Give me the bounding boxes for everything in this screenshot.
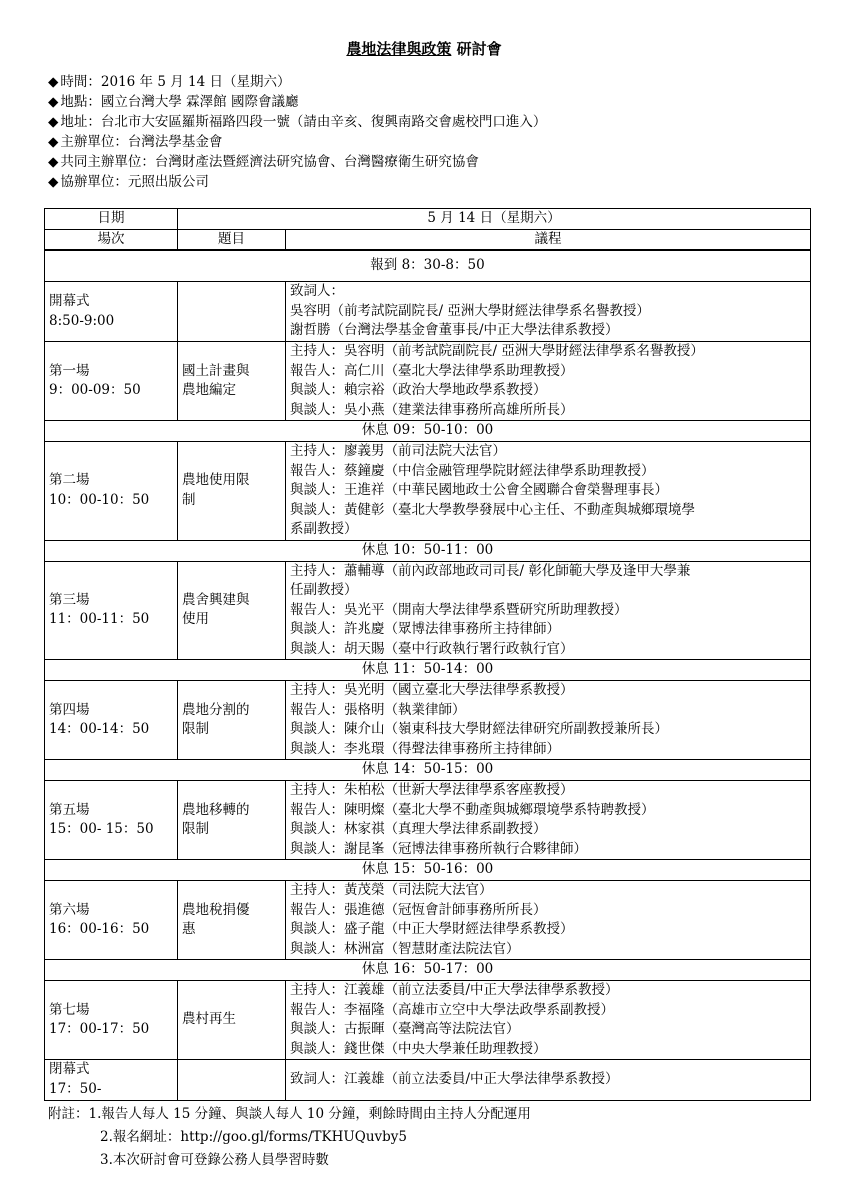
info-organizer: ◆ 主辦單位：台灣法學基金會	[48, 132, 546, 152]
opening-row	[45, 282, 811, 342]
session-row	[45, 561, 811, 660]
session-topic-line: 農村再生	[182, 1011, 236, 1028]
session-topic-line: 制	[182, 491, 196, 508]
session-agenda-line: 報告人：張進德（冠恆會計師事務所所長）	[290, 901, 547, 918]
session-agenda-line: 與談人：胡天賜（臺中行政執行署行政執行官）	[290, 640, 574, 657]
session-agenda-line: 與談人：賴宗裕（政治大學地政學系教授）	[290, 382, 547, 399]
session-row	[45, 341, 811, 420]
session-agenda-line: 報告人：蔡鐘慶（中信金融管理學院財經法律學系助理教授）	[290, 462, 655, 479]
break-cell: 休息 15：50-16：00	[45, 860, 811, 881]
session-topic-line: 惠	[182, 921, 196, 938]
session-time-cell	[45, 441, 178, 540]
session-time: 9：00-09：50	[49, 382, 141, 399]
header-date-label: 日期	[45, 209, 178, 230]
opening-topic-cell	[178, 282, 286, 342]
session-agenda-cell	[286, 881, 811, 960]
session-agenda-line: 與談人：錢世傑（中央大學兼任助理教授）	[290, 1040, 547, 1057]
session-time: 10：00-10：50	[49, 491, 150, 508]
info-venue: ◆ 地點：國立台灣大學 霖澤館 國際會議廳	[48, 92, 546, 112]
header-session: 場次	[45, 229, 178, 250]
schedule-table	[44, 208, 811, 1101]
session-topic-line: 農地編定	[182, 382, 236, 399]
session-topic-cell	[178, 441, 286, 540]
session-topic-line: 農地使用限	[182, 472, 250, 489]
session-name: 第六場	[49, 901, 90, 918]
session-agenda-cell	[286, 341, 811, 420]
session-topic-line: 農地稅捐優	[182, 901, 250, 918]
session-topic-cell	[178, 881, 286, 960]
opening-agenda-line: 吳容明（前考試院副院長/ 亞洲大學財經法律學系名譽教授）	[290, 302, 650, 319]
session-agenda-line: 與談人：林家祺（真理大學法律系副教授）	[290, 821, 547, 838]
session-agenda-cell	[286, 980, 811, 1059]
break-cell: 休息 10：50-11：00	[45, 540, 811, 561]
session-agenda-line: 主持人：朱柏松（世新大學法律學系客座教授）	[290, 782, 574, 799]
break-row	[45, 421, 811, 442]
session-agenda-line: 與談人：黃健彰（臺北大學教學發展中心主任、不動產與城鄉環境學	[290, 501, 695, 518]
session-time: 16：00-16：50	[49, 921, 150, 938]
session-topic-cell	[178, 341, 286, 420]
opening-session-time: 8:50-9:00	[49, 312, 115, 329]
session-agenda-line: 主持人：蕭輔導（前內政部地政司司長/ 彰化師範大學及逢甲大學兼	[290, 562, 691, 579]
header-agenda: 議程	[286, 229, 811, 250]
notes	[48, 1103, 531, 1172]
session-agenda-line: 任副教授）	[290, 582, 358, 599]
opening-session-name: 開幕式	[49, 292, 90, 309]
closing-session-time: 17：50-	[49, 1080, 102, 1097]
session-agenda-line: 與談人：盛子龍（中正大學財經法律學系教授）	[290, 921, 574, 938]
session-topic-line: 農地移轉的	[182, 801, 250, 818]
session-time-cell	[45, 881, 178, 960]
break-row	[45, 660, 811, 681]
session-time-cell	[45, 781, 178, 860]
session-topic-line: 使用	[182, 611, 209, 628]
session-row	[45, 441, 811, 540]
session-name: 第四場	[49, 701, 90, 718]
session-name: 第七場	[49, 1001, 90, 1018]
event-info	[48, 72, 546, 192]
session-name: 第五場	[49, 801, 90, 818]
session-row	[45, 881, 811, 960]
closing-agenda-cell: 致詞人：江義雄（前立法委員/中正大學法律學系教授）	[286, 1060, 811, 1100]
session-time: 11：00-11：50	[49, 611, 150, 628]
session-topic-cell	[178, 561, 286, 660]
session-time-cell	[45, 681, 178, 760]
session-agenda-line: 主持人：廖義男（前司法院大法官）	[290, 442, 506, 459]
break-cell: 休息 14：50-15：00	[45, 760, 811, 781]
session-agenda-cell	[286, 781, 811, 860]
session-topic-line: 農地分割的	[182, 701, 250, 718]
break-row	[45, 540, 811, 561]
session-agenda-line: 報告人：李福隆（高雄市立空中大學法政學系副教授）	[290, 1001, 614, 1018]
session-agenda-line: 系副教授）	[290, 521, 358, 538]
session-time: 14：00-14：50	[49, 721, 150, 738]
session-agenda-line: 與談人：王進祥（中華民國地政士公會全國聯合會榮譽理事長）	[290, 482, 668, 499]
session-topic-cell	[178, 781, 286, 860]
session-name: 第一場	[49, 362, 90, 379]
break-row	[45, 960, 811, 981]
registration-cell: 報到 8：30-8：50	[45, 250, 811, 282]
notes-label: 附註：	[48, 1106, 89, 1122]
session-agenda-cell	[286, 441, 811, 540]
session-topic-line: 限制	[182, 821, 209, 838]
page-title	[0, 38, 848, 59]
session-agenda-line: 與談人：李兆環（得聲法律事務所主持律師）	[290, 740, 560, 757]
session-row	[45, 681, 811, 760]
session-topic-cell	[178, 681, 286, 760]
info-address: ◆ 地址：台北市大安區羅斯福路四段一號（請由辛亥、復興南路交會處校門口進入）	[48, 112, 546, 132]
title-suffix: 研討會	[456, 40, 502, 58]
opening-session-cell	[45, 282, 178, 342]
registration-row	[45, 250, 811, 282]
header-columns-row	[45, 229, 811, 250]
session-time: 15：00- 15：50	[49, 821, 154, 838]
session-time-cell	[45, 980, 178, 1059]
info-co-organizers: ◆ 共同主辦單位：台灣財產法暨經濟法研究協會、台灣醫療衛生研究協會	[48, 152, 546, 172]
session-time-cell	[45, 561, 178, 660]
session-topic-cell	[178, 980, 286, 1059]
session-agenda-line: 與談人：許兆慶（眾博法律事務所主持律師）	[290, 621, 560, 638]
break-cell: 休息 16：50-17：00	[45, 960, 811, 981]
break-row	[45, 760, 811, 781]
header-topic: 題目	[178, 229, 286, 250]
session-name: 第二場	[49, 472, 90, 489]
session-agenda-cell	[286, 561, 811, 660]
session-agenda-line: 主持人：吳容明（前考試院副院長/ 亞洲大學財經法律學系名譽教授）	[290, 342, 704, 359]
title-main: 農地法律與政策	[346, 40, 452, 58]
closing-row	[45, 1060, 811, 1100]
closing-session-name: 閉幕式	[49, 1061, 90, 1078]
session-agenda-line: 與談人：陳介山（嶺東科技大學財經法律研究所副教授兼所長）	[290, 721, 668, 738]
opening-agenda-line: 致詞人：	[290, 283, 344, 300]
info-assisting-organizer: ◆ 協辦單位：元照出版公司	[48, 172, 546, 192]
note-item: 3.本次研討會可登錄公務人員學習時數	[100, 1152, 329, 1168]
session-time-cell	[45, 341, 178, 420]
session-topic-line: 農舍興建與	[182, 591, 250, 608]
closing-session-cell	[45, 1060, 178, 1100]
session-agenda-line: 報告人：張格明（執業律師）	[290, 701, 466, 718]
session-agenda-line: 主持人：黃茂榮（司法院大法官）	[290, 882, 493, 898]
header-date-row	[45, 209, 811, 230]
session-name: 第三場	[49, 591, 90, 608]
session-agenda-line: 與談人：吳小燕（建業法律事務所高雄所所長）	[290, 401, 574, 418]
session-agenda-cell	[286, 681, 811, 760]
session-agenda-line: 主持人：江義雄（前立法委員/中正大學法律學系教授）	[290, 981, 619, 998]
break-row	[45, 860, 811, 881]
session-topic-line: 國土計畫與	[182, 362, 250, 379]
session-agenda-line: 主持人：吳光明（國立臺北大學法律學系教授）	[290, 682, 574, 699]
session-agenda-line: 與談人：謝昆峯（冠博法律事務所執行合夥律師）	[290, 840, 587, 857]
opening-agenda-line: 謝哲勝（台灣法學基金會董事長/中正大學法律系教授）	[290, 322, 619, 339]
session-row	[45, 980, 811, 1059]
closing-topic-cell	[178, 1060, 286, 1100]
session-agenda-line: 與談人：林洲富（智慧財產法院法官）	[290, 940, 520, 957]
session-agenda-line: 與談人：古振暉（臺灣高等法院法官）	[290, 1021, 520, 1038]
note-item: 1.報告人每人 15 分鐘、與談人每人 10 分鐘，剩餘時間由主持人分配運用	[88, 1106, 531, 1122]
header-date-value: 5 月 14 日（星期六）	[178, 209, 811, 230]
break-cell: 休息 09：50-10：00	[45, 421, 811, 442]
session-time: 17：00-17：50	[49, 1021, 150, 1038]
info-time: ◆ 時間：2016 年 5 月 14 日（星期六）	[48, 72, 546, 92]
session-agenda-line: 報告人：高仁川（臺北大學法律學系助理教授）	[290, 362, 574, 379]
break-cell: 休息 11：50-14：00	[45, 660, 811, 681]
session-topic-line: 限制	[182, 721, 209, 738]
session-agenda-line: 報告人：吳光平（開南大學法律學系暨研究所助理教授）	[290, 601, 628, 618]
session-agenda-line: 報告人：陳明燦（臺北大學不動產與城鄉環境學系特聘教授）	[290, 801, 655, 818]
session-row	[45, 781, 811, 860]
opening-agenda-cell	[286, 282, 811, 342]
note-item: 2.報名網址：http://goo.gl/forms/TKHUQuvby5	[100, 1129, 408, 1145]
